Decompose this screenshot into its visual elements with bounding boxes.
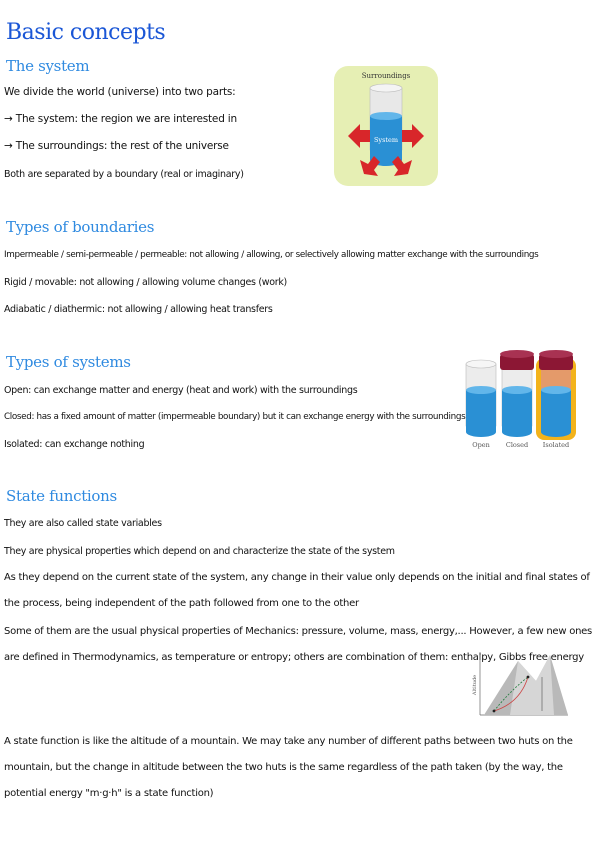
boundaries-line-2: Rigid / movable: not allowing / allowing volume changes (work) — [4, 277, 287, 288]
systems-line-isolated: Isolated: can exchange nothing — [4, 439, 145, 450]
state-functions-paragraph-3: A state function is like the altitude of a mountain. We may take any number of different paths between two huts on the mountain, but the change in altitude between the two huts is the same regardless of the path taken (by the way, the potential energy "m·g·h" is a state function) — [4, 736, 573, 799]
open-tube — [466, 360, 496, 437]
state-functions-paragraph-2: Some of them are the usual physical properties of Mechanics: pressure, volume, mass, energy,... However, a few new ones are defined in Thermodynamics, as temperature or entropy; others are combination of them: enthalpy, Gibbs free energy — [4, 626, 593, 663]
surroundings-label: Surroundings — [361, 72, 411, 80]
system-line-4: Both are separated by a boundary (real or imaginary) — [4, 169, 244, 180]
closed-tube — [500, 350, 534, 437]
mountain-figure — [470, 651, 570, 721]
isolated-label: Isolated — [542, 441, 570, 449]
page-title: Basic concepts — [6, 20, 166, 45]
system-line-3: → The surroundings: the rest of the universe — [4, 140, 229, 152]
system-line-1: We divide the world (universe) into two parts: — [4, 86, 236, 98]
section-heading-system: The system — [6, 57, 90, 75]
systems-line-open: Open: can exchange matter and energy (heat and work) with the surroundings — [4, 385, 358, 396]
system-types-figure — [462, 348, 588, 450]
state-functions-line-2: They are physical properties which depend on and characterize the state of the system — [4, 546, 395, 557]
state-functions-paragraph-1: As they depend on the current state of the system, any change in their value only depends on the initial and final states of the process, being independent of the path followed from one to the other — [4, 572, 590, 609]
closed-label: Closed — [505, 441, 529, 449]
open-label: Open — [472, 441, 490, 449]
systems-line-closed: Closed: has a fixed amount of matter (impermeable boundary) but it can exchange energy with the surroundings — [4, 412, 466, 422]
system-line-2: → The system: the region we are interested in — [4, 113, 237, 125]
state-functions-line-1: They are also called state variables — [4, 518, 162, 529]
system-label: System — [373, 136, 399, 144]
section-heading-boundaries: Types of boundaries — [6, 218, 155, 236]
altitude-axis-label: Altitude — [472, 674, 478, 696]
isolated-tube — [536, 350, 576, 440]
section-heading-systems: Types of systems — [6, 353, 131, 371]
system-surroundings-figure — [334, 66, 438, 186]
section-heading-state-functions: State functions — [6, 487, 117, 505]
boundaries-line-3: Adiabatic / diathermic: not allowing / allowing heat transfers — [4, 304, 273, 315]
boundaries-line-1: Impermeable / semi-permeable / permeable: not allowing / allowing, or selectively allowing matter exchange with the surroundings — [4, 250, 539, 260]
